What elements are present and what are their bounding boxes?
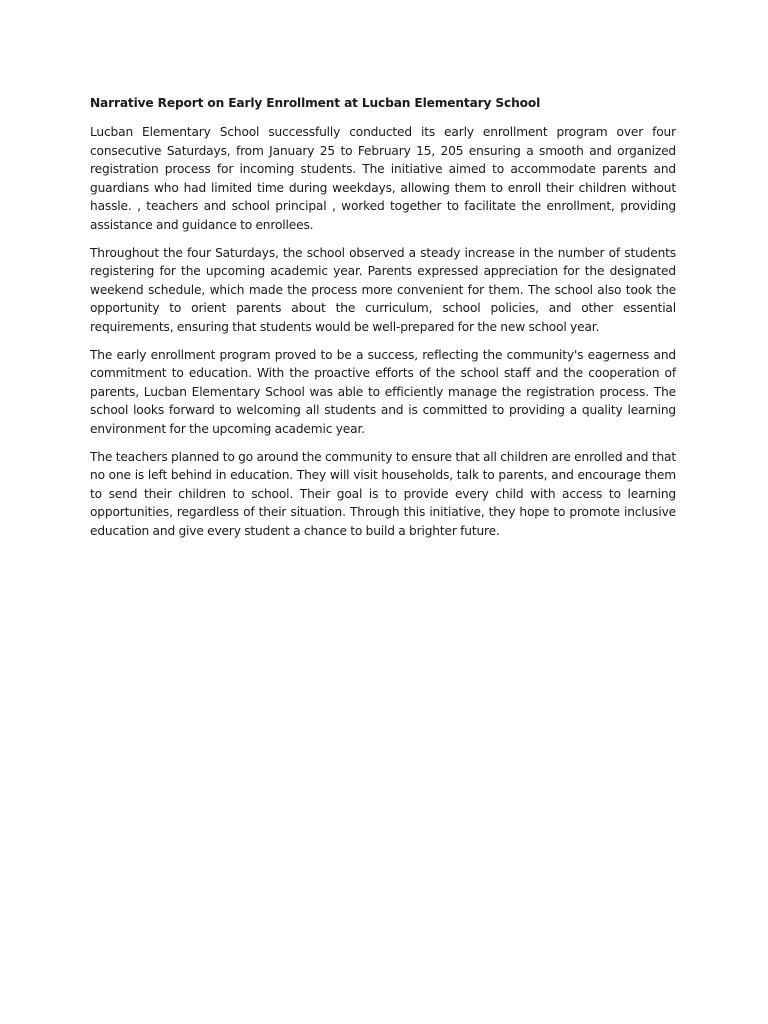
paragraph-success: The early enrollment program proved to be a success, reflecting the community's eagerness and commitment to education. With the proactive efforts of the school staff and the cooperation of parents, Lucban Elementary School was able to efficiently manage the registration process. The school looks forward to welcoming all students and is committed to providing a quality learning environment for the upcoming academic year. [90,347,676,436]
paragraph-community-outreach: The teachers planned to go around the community to ensure that all children are enrolled and that no one is left behind in education. They will visit households, talk to parents, and encourage them to send their children to school. Their goal is to provide every child with access to learning opportunities, regardless of their situation. Through this initiative, they hope to promote inclusive education and give every student a chance to build a brighter future. [90,449,676,538]
paragraph-observations: Throughout the four Saturdays, the school observed a steady increase in the number of students registering for the upcoming academic year. Parents expressed appreciation for the designated weekend schedule, which made the process more convenient for them. The school also took the opportunity to orient parents about the curriculum, school policies, and other essential requirements, ensuring that students would be well-prepared for the new school year. [90,245,676,334]
document-title: Narrative Report on Early Enrollment at Lucban Elementary School [90,96,541,110]
paragraph-intro: Lucban Elementary School successfully conducted its early enrollment program over four consecutive Saturdays, from January 25 to February 15, 205 ensuring a smooth and organized registration process for incoming students. The initiative aimed to accommodate parents and guardians who had limited time during weekdays, allowing them to enroll their children without hassle. , teachers and school principal , worked together to facilitate the enrollment, providing assistance and guidance to enrollees. [90,125,676,232]
